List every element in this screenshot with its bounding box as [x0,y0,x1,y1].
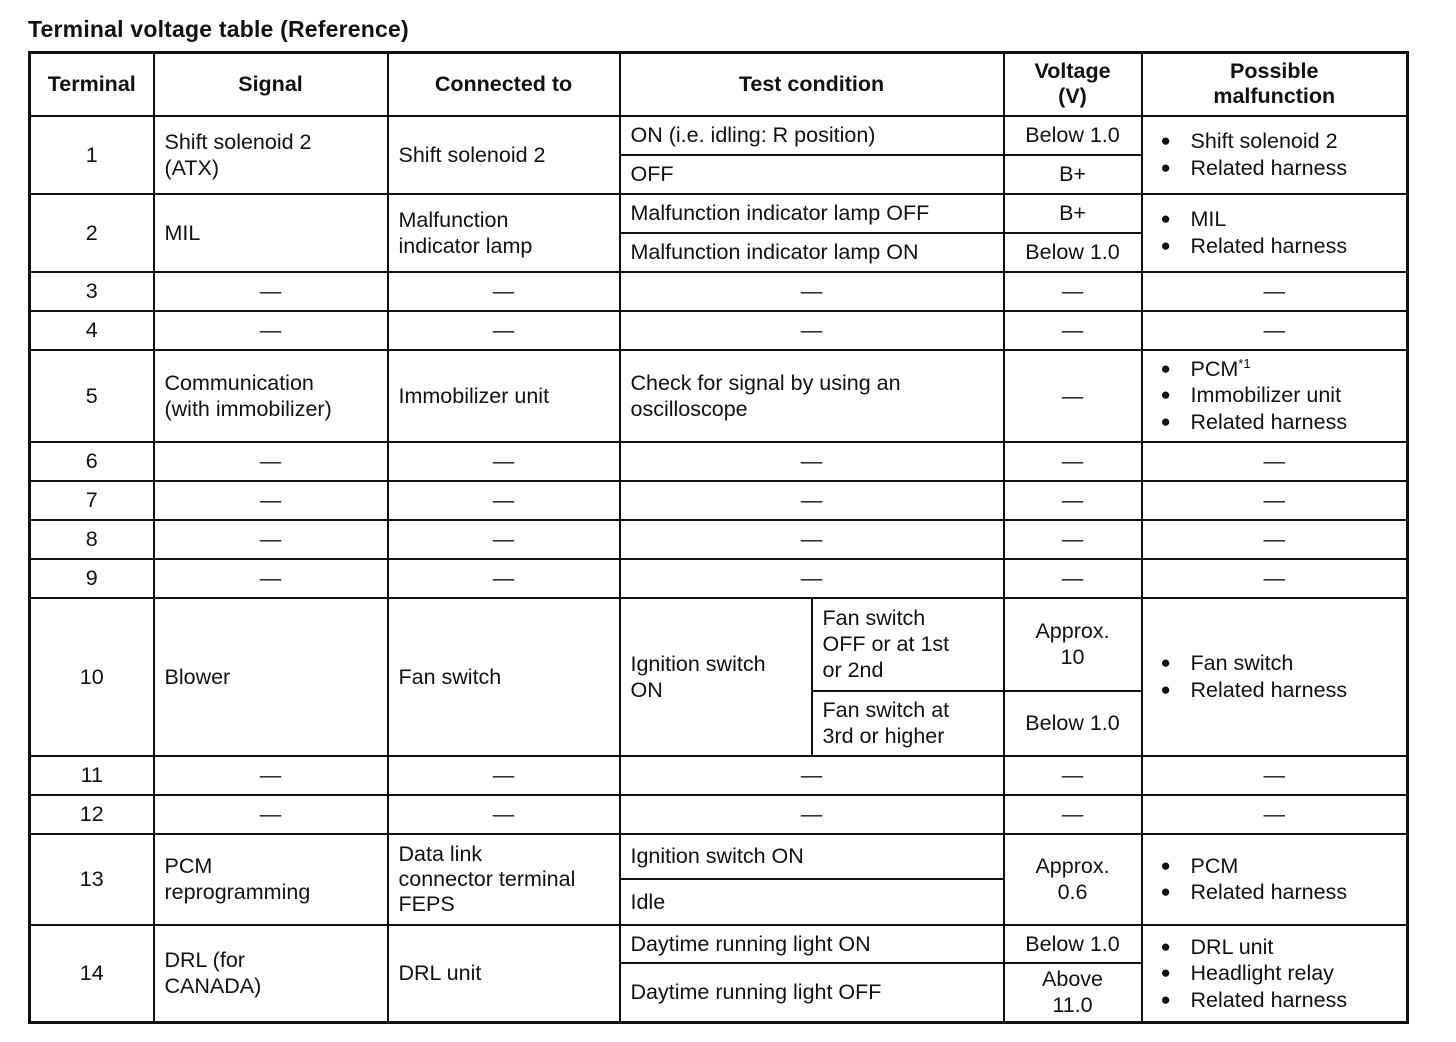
table-row [30,559,1408,598]
terminal-cell: 14 [30,925,154,1023]
terminal-cell: 10 [30,598,154,756]
terminal-voltage-table [28,51,1409,1024]
table-row [30,925,1408,963]
terminal-cell: 7 [30,481,154,520]
malfunction-cell [1142,350,1408,442]
table-row [30,272,1408,311]
voltage-cell: Above 11.0 [1004,963,1142,1023]
table-row [30,311,1408,350]
malfunction-cell: — [1142,520,1408,559]
connected-to-cell: Data link connector terminal FEPS [388,834,620,925]
test-condition-cell: — [620,481,1004,520]
table-row [30,598,1408,691]
voltage-cell: — [1004,272,1142,311]
test-condition-cell: — [620,311,1004,350]
header-test-condition: Test condition [620,53,1004,116]
connected-to-cell: — [388,311,620,350]
voltage-cell: B+ [1004,155,1142,194]
connected-to-cell: Shift solenoid 2 [388,116,620,194]
malfunction-cell: — [1142,756,1408,795]
test-condition-cell: Idle [620,879,1004,925]
voltage-cell: — [1004,795,1142,834]
malfunction-item: ● Related harness [1161,677,1397,704]
signal-cell: — [154,795,388,834]
table-row [30,795,1408,834]
connected-to-cell: — [388,559,620,598]
malfunction-cell: — [1142,481,1408,520]
malfunction-item: ● Fan switch [1161,650,1397,677]
test-condition-cell: Malfunction indicator lamp ON [620,233,1004,272]
terminal-cell: 1 [30,116,154,194]
malfunction-item [1161,356,1397,383]
header-voltage: Voltage (V) [1004,53,1142,116]
test-condition-cell: — [620,559,1004,598]
malfunction-item: ● Headlight relay [1161,960,1397,987]
header-row [30,53,1408,116]
malfunction-item: ● Related harness [1161,987,1397,1014]
malfunction-item: ● PCM [1161,853,1397,880]
connected-to-cell: — [388,520,620,559]
voltage-cell: — [1004,520,1142,559]
table-row [30,350,1408,442]
voltage-cell: — [1004,481,1142,520]
malfunction-cell [1142,598,1408,756]
malfunction-cell [1142,925,1408,1023]
signal-cell: — [154,272,388,311]
malfunction-item: ● Immobilizer unit [1161,382,1397,409]
header-possible-malfunction: Possible malfunction [1142,53,1408,116]
terminal-cell: 6 [30,442,154,481]
malfunction-text: PCM [1190,356,1239,381]
malfunction-list [1153,934,1397,1014]
connected-to-cell: Malfunction indicator lamp [388,194,620,272]
table-row [30,442,1408,481]
terminal-cell: 2 [30,194,154,272]
test-condition-cell: — [620,520,1004,559]
table-row [30,194,1408,233]
malfunction-list [1153,650,1397,703]
signal-cell: — [154,442,388,481]
header-connected-to: Connected to [388,53,620,116]
connected-to-cell: — [388,795,620,834]
signal-cell: Shift solenoid 2 (ATX) [154,116,388,194]
voltage-cell: Below 1.0 [1004,233,1142,272]
voltage-cell: Approx. 10 [1004,598,1142,691]
terminal-cell: 13 [30,834,154,925]
malfunction-list [1153,853,1397,906]
connected-to-cell: Fan switch [388,598,620,756]
malfunction-list [1153,356,1397,436]
voltage-cell: Below 1.0 [1004,925,1142,963]
test-condition-cell: Daytime running light ON [620,925,1004,963]
table-row [30,116,1408,155]
malfunction-item: ● MIL [1161,206,1397,233]
voltage-cell: — [1004,350,1142,442]
voltage-cell: — [1004,559,1142,598]
malfunction-cell: — [1142,559,1408,598]
malfunction-cell: — [1142,795,1408,834]
signal-cell: Blower [154,598,388,756]
terminal-cell: 8 [30,520,154,559]
connected-to-cell: — [388,756,620,795]
test-condition-cell: ON (i.e. idling: R position) [620,116,1004,155]
voltage-cell: Below 1.0 [1004,116,1142,155]
voltage-cell: — [1004,442,1142,481]
test-condition-cell: Daytime running light OFF [620,963,1004,1023]
signal-cell: Communication (with immobilizer) [154,350,388,442]
voltage-cell: — [1004,311,1142,350]
table-row [30,481,1408,520]
malfunction-item: ● Related harness [1161,409,1397,436]
connected-to-cell: — [388,481,620,520]
voltage-cell: Approx. 0.6 [1004,834,1142,925]
table-row [30,756,1408,795]
terminal-cell: 3 [30,272,154,311]
test-subcondition-cell: Fan switch OFF or at 1st or 2nd [812,598,1004,691]
malfunction-item: ● Shift solenoid 2 [1161,128,1397,155]
signal-cell: DRL (for CANADA) [154,925,388,1023]
connected-to-cell: — [388,442,620,481]
footnote-marker: *1 [1238,355,1251,371]
malfunction-list [1153,128,1397,181]
connected-to-cell: DRL unit [388,925,620,1023]
test-condition-cell: Check for signal by using an oscilloscope [620,350,1004,442]
test-condition-cell: — [620,795,1004,834]
table-row [30,834,1408,879]
malfunction-item: ● Related harness [1161,879,1397,906]
malfunction-cell [1142,834,1408,925]
test-condition-cell: — [620,272,1004,311]
terminal-cell: 9 [30,559,154,598]
signal-cell: — [154,311,388,350]
malfunction-cell: — [1142,311,1408,350]
test-condition-cell: OFF [620,155,1004,194]
test-condition-cell: — [620,442,1004,481]
test-condition-cell: Ignition switch ON [620,834,1004,879]
malfunction-item: ● DRL unit [1161,934,1397,961]
connected-to-cell: — [388,272,620,311]
signal-cell: — [154,559,388,598]
page-title: Terminal voltage table (Reference) [28,16,409,42]
signal-cell: — [154,756,388,795]
malfunction-cell [1142,194,1408,272]
signal-cell: MIL [154,194,388,272]
voltage-cell: B+ [1004,194,1142,233]
test-condition-cell: Ignition switch ON [620,598,812,756]
terminal-cell: 11 [30,756,154,795]
malfunction-cell [1142,116,1408,194]
terminal-cell: 4 [30,311,154,350]
signal-cell: — [154,481,388,520]
test-condition-cell: Malfunction indicator lamp OFF [620,194,1004,233]
terminal-cell: 5 [30,350,154,442]
voltage-cell: Below 1.0 [1004,691,1142,756]
malfunction-cell: — [1142,442,1408,481]
voltage-cell: — [1004,756,1142,795]
malfunction-list [1153,206,1397,259]
test-condition-cell: — [620,756,1004,795]
table-row [30,520,1408,559]
terminal-cell: 12 [30,795,154,834]
malfunction-item: ● Related harness [1161,155,1397,182]
header-signal: Signal [154,53,388,116]
test-subcondition-cell: Fan switch at 3rd or higher [812,691,1004,756]
malfunction-cell: — [1142,272,1408,311]
signal-cell: — [154,520,388,559]
signal-cell: PCM reprogramming [154,834,388,925]
malfunction-item: ● Related harness [1161,233,1397,260]
header-terminal: Terminal [30,53,154,116]
connected-to-cell: Immobilizer unit [388,350,620,442]
